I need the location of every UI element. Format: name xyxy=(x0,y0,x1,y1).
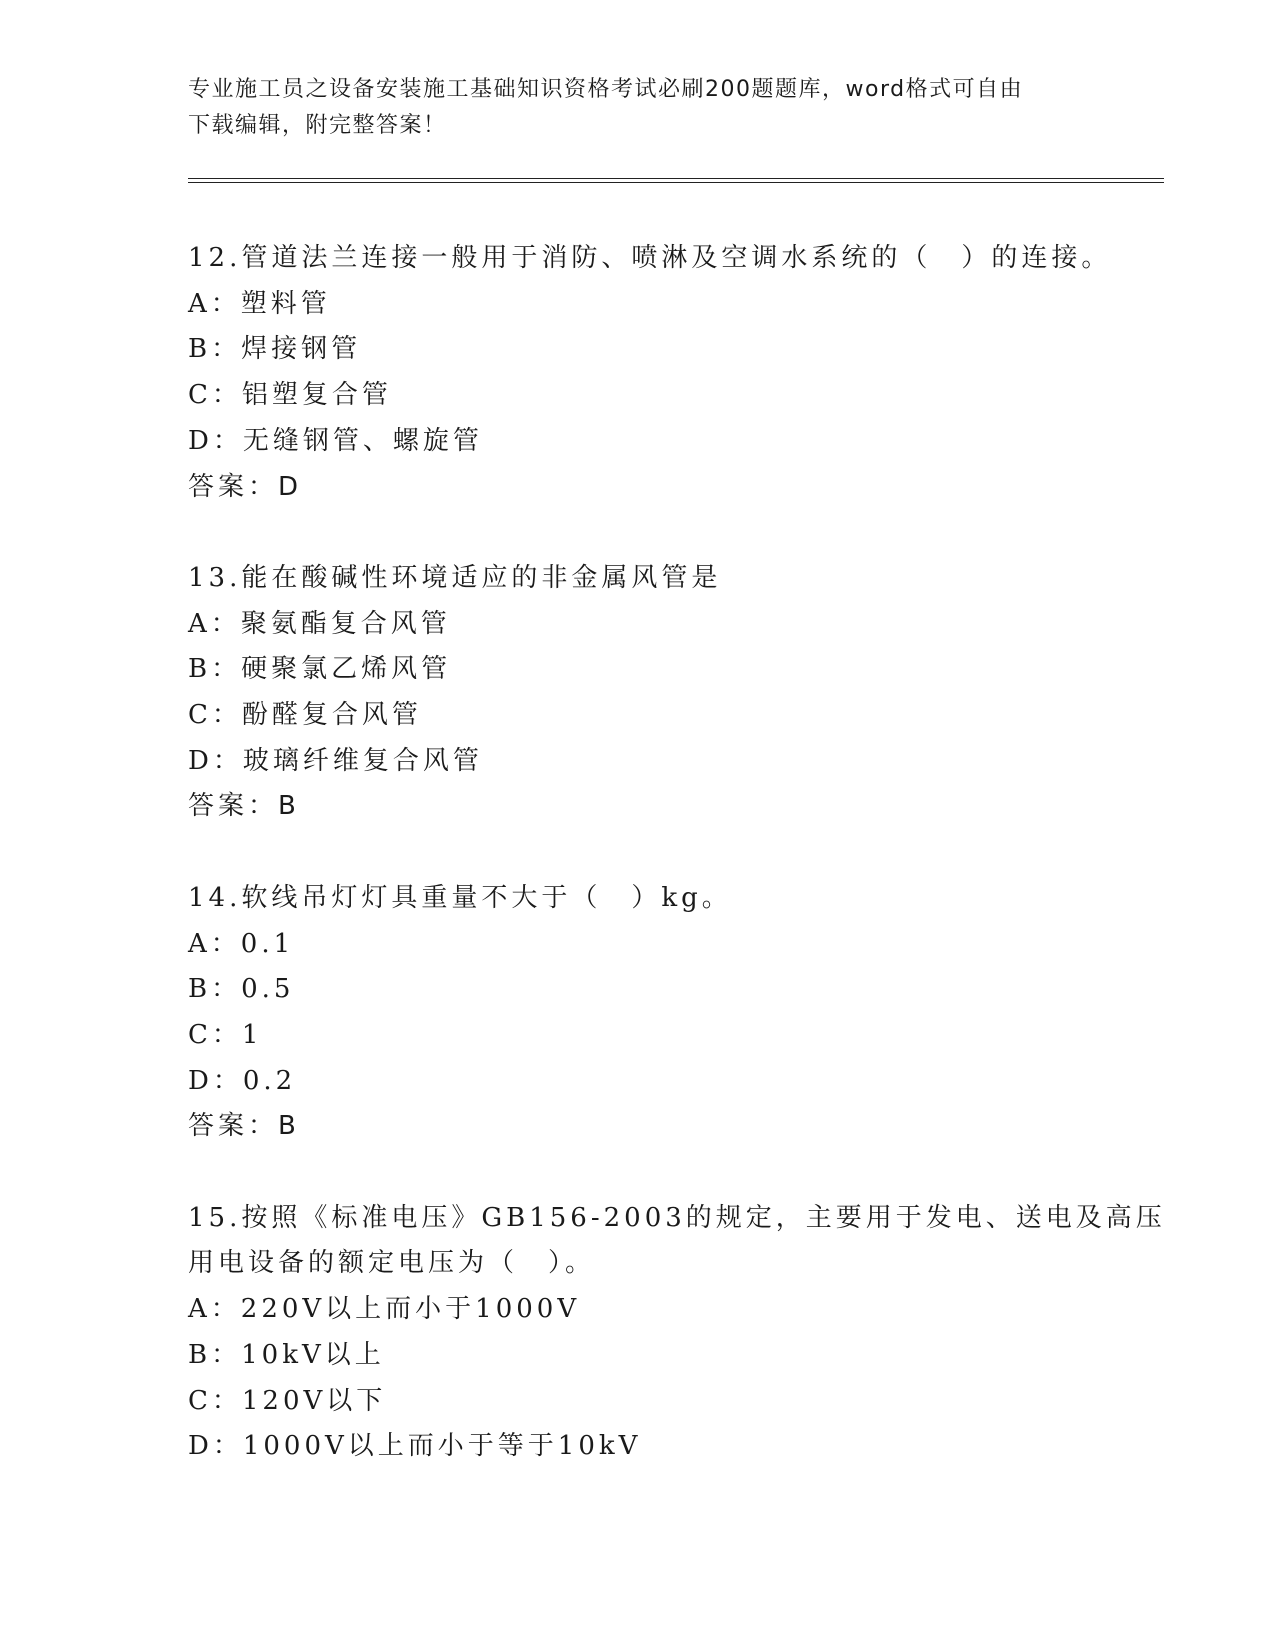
header-divider-bottom xyxy=(188,182,1164,183)
option-a: A：220V以上而小于1000V xyxy=(188,1294,581,1325)
question-14 xyxy=(188,876,1168,1150)
option-a: A：聚氨酯复合风管 xyxy=(188,608,451,639)
header-line-2: 下载编辑，附完整答案！ xyxy=(188,113,447,138)
option-d: D：无缝钢管、螺旋管 xyxy=(188,425,483,456)
option-b: B：焊接钢管 xyxy=(188,334,362,365)
document-header xyxy=(188,72,1088,144)
question-text-line-1: 15.按照《标准电压》GB156-2003的规定，主要用于发电、送电及高压 xyxy=(188,1202,1166,1233)
question-text: 13.能在酸碱性环境适应的非金属风管是 xyxy=(188,562,722,593)
option-c: C：铝塑复合管 xyxy=(188,380,392,411)
option-b: B：10kV以上 xyxy=(188,1339,385,1370)
header-line-1: 专业施工员之设备安装施工基础知识资格考试必刷200题题库，word格式可自由 xyxy=(188,77,1024,102)
option-c: C：酚醛复合风管 xyxy=(188,700,422,731)
question-13 xyxy=(188,556,1168,830)
question-list xyxy=(188,236,1168,1470)
option-b: B：硬聚氯乙烯风管 xyxy=(188,654,452,685)
option-b: B：0.5 xyxy=(188,974,295,1005)
question-15 xyxy=(188,1196,1168,1470)
option-c: C：120V以下 xyxy=(188,1385,387,1416)
question-text-line-2: 用电设备的额定电压为（ ）。 xyxy=(188,1248,596,1279)
option-d: D：1000V以上而小于等于10kV xyxy=(188,1431,642,1462)
option-d: D：玻璃纤维复合风管 xyxy=(188,745,483,776)
option-a: A：塑料管 xyxy=(188,288,331,319)
option-d: D：0.2 xyxy=(188,1065,297,1096)
answer: 答案：B xyxy=(188,1111,300,1142)
question-text: 12.管道法兰连接一般用于消防、喷淋及空调水系统的（ ）的连接。 xyxy=(188,243,1112,273)
question-text: 14.软线吊灯灯具重量不大于（ ）kg。 xyxy=(188,882,732,913)
question-12 xyxy=(188,236,1168,510)
option-a: A：0.1 xyxy=(188,928,295,959)
answer: 答案：D xyxy=(188,471,303,502)
header-divider-top xyxy=(188,178,1164,179)
option-c: C：1 xyxy=(188,1019,263,1050)
answer: 答案：B xyxy=(188,791,300,822)
